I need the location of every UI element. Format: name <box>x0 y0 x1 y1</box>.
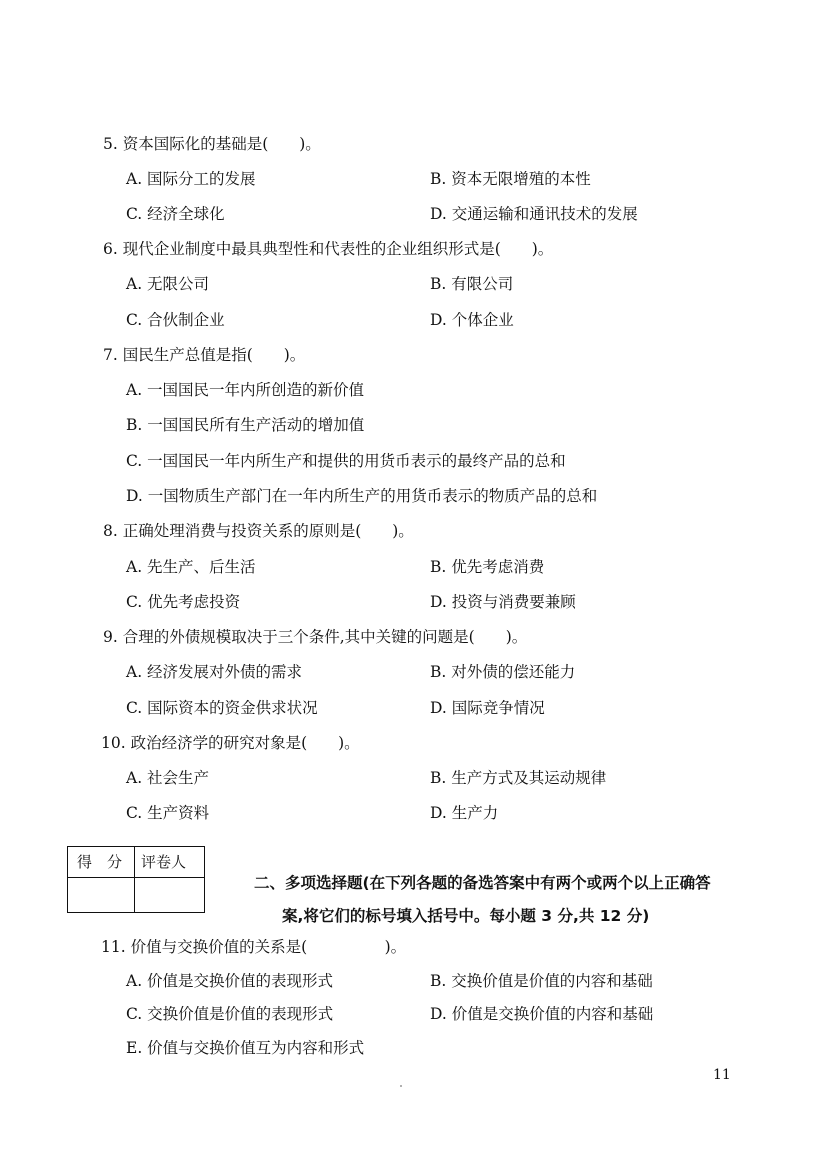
section-2-title-line-2: 案,将它们的标号填入括号中。每小题 3 分,共 12 分) <box>282 907 650 925</box>
question-8-option-a: A. 先生产、后生活 <box>126 558 256 576</box>
question-11-option-b: B. 交换价值是价值的内容和基础 <box>430 972 653 990</box>
question-6-option-d: D. 个体企业 <box>430 311 514 329</box>
score-label: 得 分 <box>77 853 123 871</box>
question-5-option-b: B. 资本无限增殖的本性 <box>430 170 591 188</box>
question-6-option-c: C. 合伙制企业 <box>126 311 225 329</box>
question-9-option-b: B. 对外债的偿还能力 <box>430 663 576 681</box>
question-7-option-c: C. 一国国民一年内所生产和提供的用货币表示的最终产品的总和 <box>126 452 566 470</box>
question-11-option-d: D. 价值是交换价值的内容和基础 <box>430 1005 654 1023</box>
scan-speck <box>400 1085 402 1087</box>
question-6-option-b: B. 有限公司 <box>430 275 514 293</box>
question-8-option-d: D. 投资与消费要兼顾 <box>430 593 576 611</box>
question-5-option-a: A. 国际分工的发展 <box>126 170 256 188</box>
question-10-option-b: B. 生产方式及其运动规律 <box>430 769 607 787</box>
score-table <box>67 846 205 913</box>
question-8-option-c: C. 优先考虑投资 <box>126 593 241 611</box>
question-10-option-a: A. 社会生产 <box>126 769 210 787</box>
question-9-option-d: D. 国际竞争情况 <box>430 699 545 717</box>
question-8-stem: 8. 正确处理消费与投资关系的原则是( )。 <box>103 522 414 540</box>
question-9-option-a: A. 经济发展对外债的需求 <box>126 663 303 681</box>
question-10-stem: 10. 政治经济学的研究对象是( )。 <box>101 734 360 752</box>
score-table-divider-vertical <box>134 847 135 912</box>
question-11-stem: 11. 价值与交换价值的关系是( )。 <box>101 938 407 956</box>
question-10-option-d: D. 生产力 <box>430 804 499 822</box>
question-7-option-a: A. 一国国民一年内所创造的新价值 <box>126 381 365 399</box>
question-11-option-e: E. 价值与交换价值互为内容和形式 <box>126 1039 365 1057</box>
question-5-option-c: C. 经济全球化 <box>126 205 225 223</box>
question-6-option-a: A. 无限公司 <box>126 275 210 293</box>
question-5-stem: 5. 资本国际化的基础是( )。 <box>103 135 321 153</box>
question-7-stem: 7. 国民生产总值是指( )。 <box>103 346 306 364</box>
question-7-option-b: B. 一国国民所有生产活动的增加值 <box>126 416 365 434</box>
score-table-divider-horizontal <box>68 877 204 878</box>
question-10-option-c: C. 生产资料 <box>126 804 210 822</box>
question-6-stem: 6. 现代企业制度中最具典型性和代表性的企业组织形式是( )。 <box>103 240 554 258</box>
grader-label: 评卷人 <box>141 853 187 871</box>
question-11-option-c: C. 交换价值是价值的表现形式 <box>126 1005 334 1023</box>
question-8-option-b: B. 优先考虑消费 <box>430 558 545 576</box>
question-11-option-a: A. 价值是交换价值的表现形式 <box>126 972 334 990</box>
question-5-option-d: D. 交通运输和通讯技术的发展 <box>430 205 638 223</box>
question-7-option-d: D. 一国物质生产部门在一年内所生产的用货币表示的物质产品的总和 <box>126 487 598 505</box>
section-2-title-line-1: 二、多项选择题(在下列各题的备选答案中有两个或两个以上正确答 <box>254 874 711 892</box>
question-9-stem: 9. 合理的外债规模取决于三个条件,其中关键的问题是( )。 <box>103 628 528 646</box>
page-number: 11 <box>713 1067 731 1083</box>
question-9-option-c: C. 国际资本的资金供求状况 <box>126 699 318 717</box>
